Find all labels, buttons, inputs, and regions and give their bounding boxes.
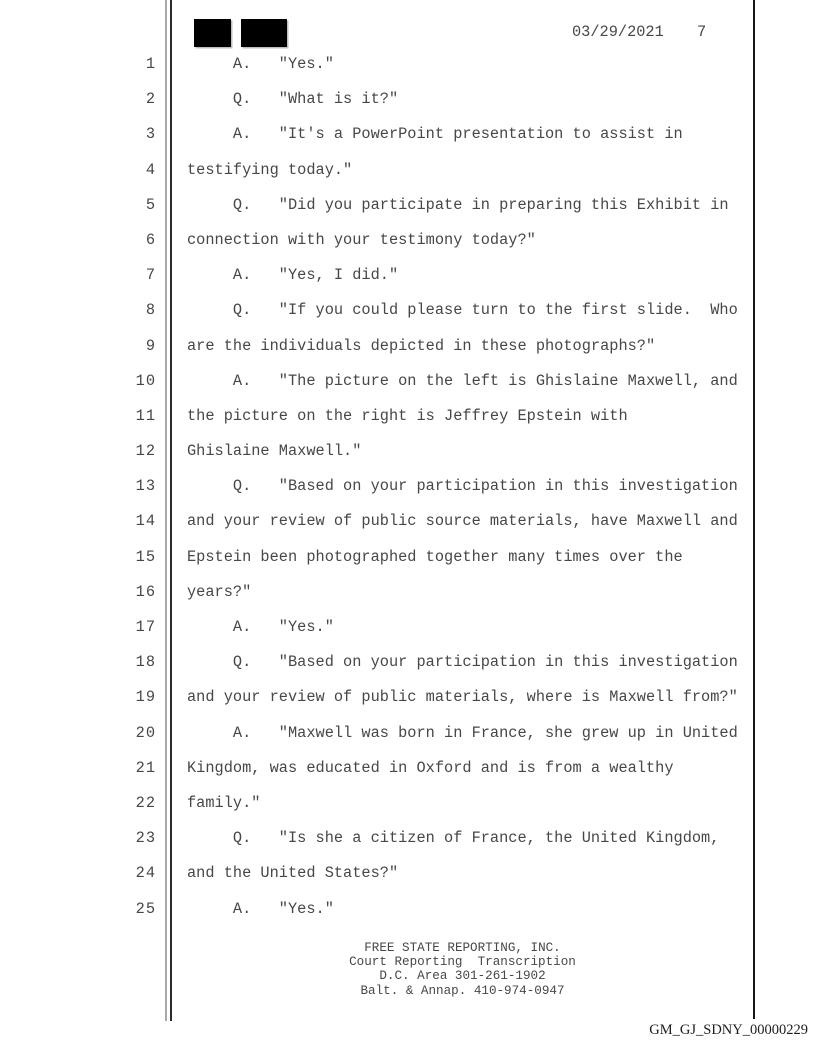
transcript-row [0,188,816,223]
transcript-row [0,680,816,715]
line-number: 7 [145,266,156,285]
transcript-row [0,751,816,786]
line-number: 12 [135,442,156,461]
line-number: 3 [145,125,156,144]
transcript-line-text: A. "Maxwell was born in France, she grew up in United [187,723,738,742]
transcript-row [0,645,816,680]
header-date: 03/29/2021 [572,23,664,41]
transcript-line-text: Ghislaine Maxwell." [187,442,362,461]
footer-phone-balt: Balt. & Annap. 410-974-0947 [360,983,565,998]
transcript-line-text: family." [187,793,261,812]
transcript-row [0,821,816,856]
line-number: 9 [145,336,156,355]
line-number: 5 [145,195,156,214]
line-number: 16 [135,582,156,601]
line-number: 13 [135,477,156,496]
transcript-line-text: Q. "If you could please turn to the first slide. Who [187,301,738,320]
transcript-row [0,716,816,751]
transcript-line-text: A. "Yes." [187,618,334,636]
line-number: 10 [135,371,156,390]
transcript-row [0,504,816,539]
transcript-row [0,469,816,504]
reporter-footer [171,941,754,998]
transcript-line-text: Epstein been photographed together many times over the [187,547,683,566]
line-number: 20 [135,723,156,742]
line-number: 22 [135,793,156,812]
header-page-number: 7 [697,23,707,41]
line-number: 14 [135,512,156,531]
transcript-row [0,399,816,434]
transcript-row [0,540,816,575]
line-number: 15 [135,547,156,566]
line-number: 21 [135,758,156,777]
transcript-line-text: A. "Yes." [187,55,334,73]
transcript-row [0,293,816,328]
transcript-row [0,47,816,82]
transcript-line-text: A. "Yes, I did." [187,266,399,285]
line-number: 18 [135,653,156,672]
transcript-row [0,258,816,293]
transcript-line-text: years?" [187,582,252,601]
transcript-line-text: and your review of public materials, where is Maxwell from?" [187,688,738,707]
header-dateline [0,22,816,42]
transcript-line-text: and your review of public source materials, have Maxwell and [187,512,738,531]
transcript-line-text: A. "Yes." [187,899,334,918]
footer-phone-dc: D.C. Area 301-261-1902 [379,969,546,984]
line-number: 4 [145,160,156,179]
transcript-line-text: Q. "Did you participate in preparing this Exhibit in [187,195,729,214]
transcript-line-text: and the United States?" [187,864,399,883]
footer-services: Court Reporting Transcription [349,955,576,970]
transcript-row [0,82,816,117]
transcript-line-text: A. "It's a PowerPoint presentation to assist in [187,125,683,144]
line-number: 25 [135,899,156,918]
transcript-row [0,223,816,258]
line-number: 11 [135,406,156,425]
footer-company-name: FREE STATE REPORTING, INC. [364,941,561,955]
line-number: 19 [135,688,156,707]
transcript-row [0,364,816,399]
line-number: 23 [135,829,156,848]
transcript-row [0,892,816,927]
line-number: 24 [135,864,156,883]
bates-number: GM_GJ_SDNY_00000229 [649,1022,808,1038]
transcript-line-text: are the individuals depicted in these photographs?" [187,336,656,355]
transcript-row [0,786,816,821]
transcript-line-text: Kingdom, was educated in Oxford and is from a wealthy [187,758,674,777]
line-number: 6 [145,230,156,249]
transcript-row [0,329,816,364]
transcript-line-text: Q. "Is she a citizen of France, the United Kingdom, [187,829,720,848]
line-number: 2 [145,90,156,109]
transcript-line-text: Q. "Based on your participation in this investigation [187,477,738,496]
transcript-row [0,117,816,152]
transcript-line-text: testifying today." [187,160,353,179]
transcript-line-text: A. "The picture on the left is Ghislaine Maxwell, and [187,371,738,390]
line-number: 1 [145,55,156,73]
transcript-row [0,434,816,469]
line-number: 17 [135,618,156,636]
transcript-body [0,47,816,927]
transcript-line-text: connection with your testimony today?" [187,230,536,249]
transcript-line-text: Q. "What is it?" [187,90,399,109]
transcript-row [0,575,816,610]
transcript-row [0,856,816,891]
transcript-line-text: Q. "Based on your participation in this investigation [187,653,738,672]
transcript-row [0,610,816,645]
line-number: 8 [145,301,156,320]
transcript-line-text: the picture on the right is Jeffrey Epstein with [187,406,628,425]
transcript-row [0,153,816,188]
